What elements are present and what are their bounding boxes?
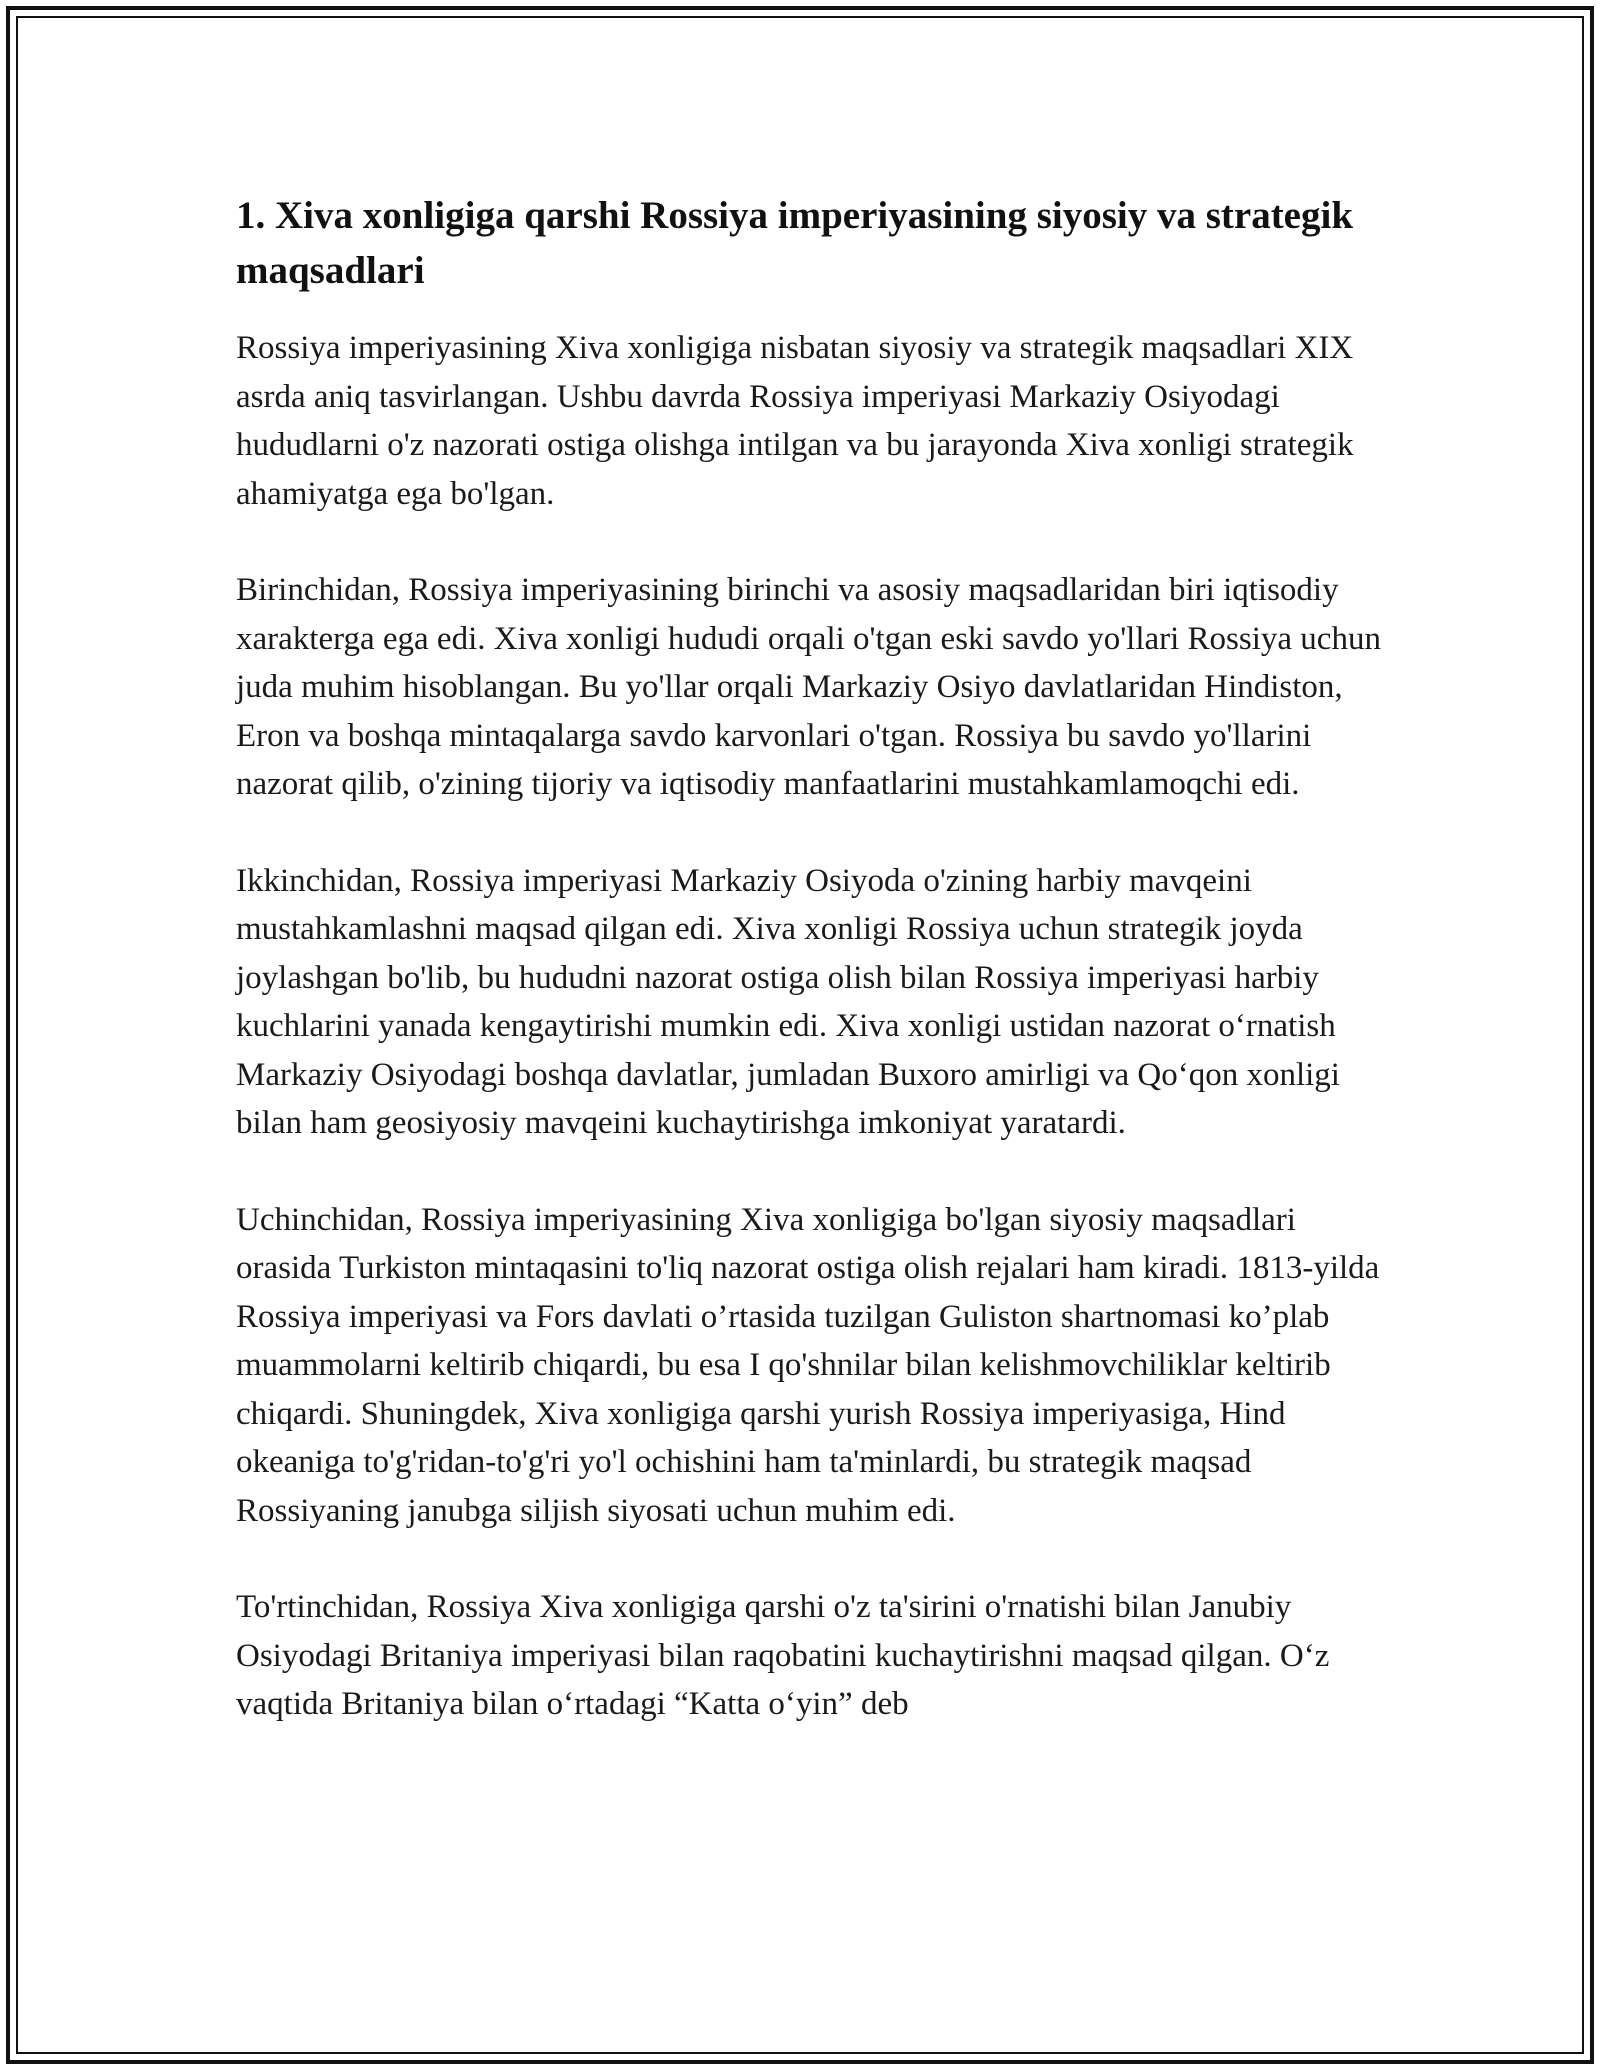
document-body	[236, 188, 1386, 1777]
paragraph-third: Uchinchidan, Rossiya imperiyasining Xiva xonligiga bo'lgan siyosiy maqsadlari orasida Turkiston mintaqasini to'liq nazorat ostiga olish rejalari ham kiradi. 1813-yilda Rossiya imperiyasi va Fors davlati o’rtasida tuzilgan Guliston shartnomasi ko’plab muammolarni keltirib chiqardi, bu esa I qo'shnilar bilan kelishmovchiliklar keltirib chiqardi. Shuningdek, Xiva xonligiga qarshi yurish Rossiya imperiyasiga, Hind okeaniga to'g'ridan-to'g'ri yo'l ochishini ham ta'minlardi, bu strategik maqsad Rossiyaning janubga siljish siyosati uchun muhim edi.	[236, 1201, 1380, 1529]
paragraph-fourth: To'rtinchidan, Rossiya Xiva xonligiga qarshi o'z ta'sirini o'rnatishi bilan Janubiy Osiyodagi Britaniya imperiyasi bilan raqobatini kuchaytirishni maqsad qilgan. O‘z vaqtida Britaniya bilan o‘rtadagi “Katta o‘yin” deb	[236, 1589, 1330, 1722]
section-heading: 1. Xiva xonligiga qarshi Rossiya imperiyasining siyosiy va strategik maqsadlari	[236, 194, 1354, 292]
paragraph-intro: Rossiya imperiyasining Xiva xonligiga nisbatan siyosiy va strategik maqsadlari XIX asrda aniq tasvirlangan. Ushbu davrda Rossiya imperiyasi Markaziy Osiyodagi hududlarni o'z nazorati ostiga olishga intilgan va bu jarayonda Xiva xonligi strategik ahamiyatga ega bo'lgan.	[236, 330, 1354, 512]
paragraph-first: Birinchidan, Rossiya imperiyasining birinchi va asosiy maqsadlaridan biri iqtisodiy xarakterga ega edi. Xiva xonligi hududi orqali o'tgan eski savdo yo'llari Rossiya uchun juda muhim hisoblangan. Bu yo'llar orqali Markaziy Osiyo davlatlaridan Hindiston, Eron va boshqa mintaqalarga savdo karvonlari o'tgan. Rossiya bu savdo yo'llarini nazorat qilib, o'zining tijoriy va iqtisodiy manfaatlarini mustahkamlamoqchi edi.	[236, 572, 1381, 802]
paragraph-second: Ikkinchidan, Rossiya imperiyasi Markaziy Osiyoda o'zining harbiy mavqeini mustahkamlashni maqsad qilgan edi. Xiva xonligi Rossiya uchun strategik joyda joylashgan bo'lib, bu hududni nazorat ostiga olish bilan Rossiya imperiyasi harbiy kuchlarini yanada kengaytirishi mumkin edi. Xiva xonligi ustidan nazorat o‘rnatish Markaziy Osiyodagi boshqa davlatlar, jumladan Buxoro amirligi va Qo‘qon xonligi bilan ham geosiyosiy mavqeini kuchaytirishga imkoniyat yaratardi.	[236, 862, 1340, 1141]
